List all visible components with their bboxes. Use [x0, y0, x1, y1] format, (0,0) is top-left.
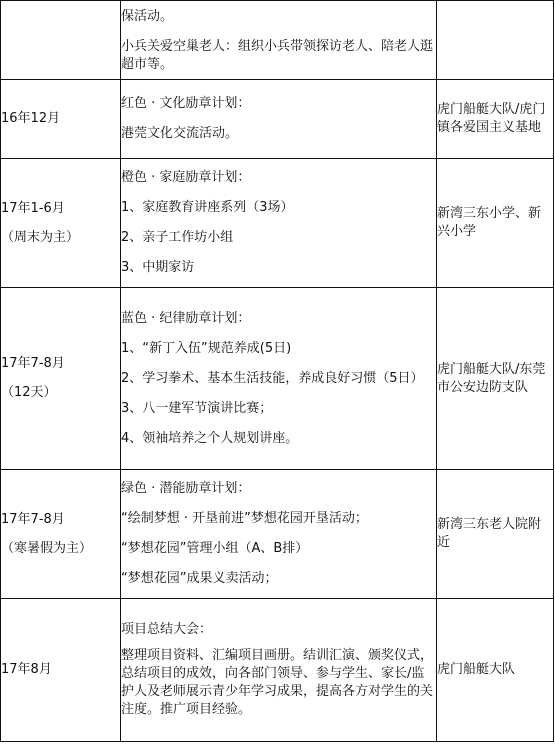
table-row — [1, 159, 554, 288]
place-cell: 新湾三东小学、新兴小学 — [437, 159, 554, 288]
content-cell — [121, 80, 437, 159]
place-cell — [437, 1, 554, 80]
activity-title: 蓝色 · 纪律励章计划： — [121, 310, 251, 326]
activity-title: 橙色 · 家庭励章计划： — [121, 170, 251, 185]
activity-item: 3、中期家访 — [121, 260, 195, 275]
time-cell — [1, 599, 121, 742]
table-row — [1, 80, 554, 159]
content-cell — [121, 1, 437, 80]
time-cell — [1, 159, 121, 288]
place-cell: 虎门船艇大队 — [437, 599, 554, 742]
time-cell — [1, 288, 121, 470]
table-row — [1, 1, 554, 80]
time-note: （寒暑假为主） — [1, 540, 93, 556]
content-cell — [121, 288, 437, 470]
content-cell — [121, 599, 437, 742]
place-cell: 新湾三东老人院附近 — [437, 470, 554, 599]
activity-item: 2、学习拳术、基本生活技能，养成良好习惯（5日） — [121, 370, 424, 386]
activity-title: 保活动。 — [121, 8, 174, 24]
time-note: （12天） — [1, 385, 57, 400]
activity-item: 1、家庭教育讲座系列（3场） — [121, 200, 294, 215]
table-row — [1, 288, 554, 470]
activity-item: “梦想花园”成果义卖活动； — [121, 571, 278, 586]
activity-item: “梦想花园”管理小组（A、B排） — [121, 541, 309, 556]
table-row — [1, 599, 554, 742]
time-text: 17年1-6月 — [1, 200, 65, 216]
content-cell — [121, 470, 437, 599]
time-text: 17年7-8月 — [1, 356, 65, 371]
activity-item: 2、亲子工作坊小组 — [121, 230, 234, 245]
time-note: （周末为主） — [1, 229, 80, 245]
time-text: 16年12月 — [1, 111, 61, 126]
activity-title: 绿色 · 潜能励章计划： — [121, 481, 251, 496]
activity-title: 项目总结大会： — [121, 622, 213, 637]
activity-title: 红色 · 文化励章计划： — [121, 96, 251, 111]
activity-item: 小兵关爱空巢老人：组织小兵带领探访老人、陪老人逛超市等。 — [121, 38, 434, 72]
activity-item: 1、“新丁入伍”规范养成(5日) — [121, 340, 292, 356]
activity-item: “绘制梦想 · 开垦前进”梦想花园开垦活动； — [121, 511, 368, 526]
activity-item: 4、领袖培养之个人规划讲座。 — [121, 430, 299, 446]
time-text: 17年7-8月 — [1, 511, 65, 527]
place-cell: 虎门船艇大队/东莞市公安边防支队 — [437, 288, 554, 470]
time-cell — [1, 1, 121, 80]
activity-item: 3、八一建军节演讲比赛； — [121, 400, 273, 416]
content-cell — [121, 159, 437, 288]
time-cell — [1, 80, 121, 159]
activity-item: 港莞文化交流活动。 — [121, 126, 239, 141]
activity-item: 整理项目资料、汇编项目画册。结训汇演、颁奖仪式，总结项目的成效，向各部门领导、参与学生、家长/监护人及老师展示青少年学习成果，提高各方对学生的关注度。推广项目经验。 — [121, 648, 434, 717]
table-row — [1, 470, 554, 599]
time-text: 17年8月 — [1, 662, 52, 677]
place-cell: 虎门船艇大队/虎门镇各爱国主义基地 — [437, 80, 554, 159]
time-cell — [1, 470, 121, 599]
